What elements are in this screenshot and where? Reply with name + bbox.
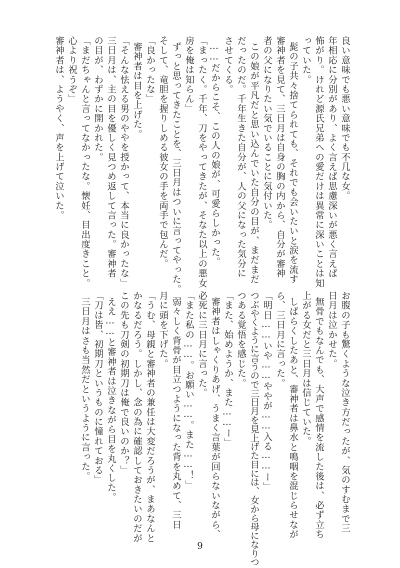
text-column: 無骨でもなんでも、大声で感情を流した後は、必ず立ち [313,297,323,540]
text-column: つある覚悟を感じた。 [235,291,245,388]
text-column: 「また、始めようか、また……ー」 [222,291,232,448]
text-column: この娘が平凡だと思い込んでいた自分の目が、まだまだ [248,42,258,285]
text-column: 上がる女だと三日月は信じていた。 [300,291,310,447]
text-column: 審神者はしゃくりあげ、うまく言葉が回らないながら、 [209,297,219,540]
text-column: 審神者を見て、三日月は自身の胸の内から、自分が審神 [274,36,284,279]
text-column: つぶやくように言うので三日月を見上げた目には、女から母になりつ [248,291,258,567]
text-column: させてくる。 [222,36,232,95]
text-column: この先も刀剣の初期刀は俺で良いのか？」 [118,291,128,476]
text-column: っていた。 [300,36,310,85]
text-column: だったのだ。千年生きた自分が、人の父になった気分に [235,36,245,279]
text-column: ら、三日月に言った。 [274,291,284,388]
text-column: の目が、わずかに開かれた。 [92,36,102,162]
text-column: お腹の子も驚くような泣き方だったが、気のすむまで三 [339,291,349,534]
text-column: 三日月はさも当然だというように言った。 [79,297,89,482]
text-column: 「うむ、母親と審神者の兼任は大変だろうが、まあなんと [144,291,154,543]
text-column: 必死に三日月に言った。 [196,291,206,398]
text-column: 「良かったな」 [144,36,154,104]
text-column: そして、竜胆を握りしめる彼女の手を両手で包んだ。 [157,36,167,269]
text-column: 「まだちゃんと言ってなかったな。懐妊、目出度きこと。 [79,36,89,288]
text-column: ……だからこそ、この人の娘が、可愛らしかった。 [209,42,219,267]
text-column: 三日月は、主の目を優しく見つめ返して言った。審神者 [105,36,115,279]
text-column: 髭の子共々捨てられても、それでも会いたいと涙を流す [287,42,297,285]
text-column: ええ……と審神者は泣きながら目を丸くした。 [105,297,115,503]
text-column: 房を俺は知らん」 [183,36,193,114]
text-column: 「まったく。千年、刀をやってきたが、そなた以上の悪女 [196,36,206,288]
page-number: 9 [197,542,203,552]
text-column: 心より祝うぞ」 [66,36,76,104]
text-column: 者の父になりたい気でいることに気付いた。 [261,36,271,230]
text-column: 「また私の……。お願い……。また……！」 [183,291,193,490]
text-column: 「そんな怯える男のややを授かって、本当に良かったな」 [118,36,128,288]
text-column: 審神者は、ようやく、声を上げて泣いた。 [53,36,63,221]
text-column: 良い意味でも悪い意味でも不几な女。 [339,36,349,201]
text-column: 年相応に分別があり、よく言えば思慮深いが悪く言えば [326,36,336,279]
text-column: 弱々しく背骨が目立つようになった背を丸めて、三日 [170,297,180,530]
text-column: 「刀は皆、初期刀というものに憧れておる」 [92,291,102,485]
text-column: ずっと思ってきたことを、三日月はついに言ってやった。 [170,42,180,294]
text-column: 「明日……いや……ややが……入る……ー」 [261,291,271,492]
text-column: 月に頭を下げた。 [157,291,167,369]
text-column: 怖がり。けれど源氏兄弟への愛だけは異常に深いことは知 [313,36,323,288]
text-column: 審神者は目を上げた。 [131,42,141,139]
text-column: 日月は泣かせた。 [326,291,336,369]
text-column: しばらくしたあと、審神者は鼻水と鳴咽を混じらせなが [287,297,297,540]
text-column: かなるだろう。しかし、念の為に確認しておきたいのだが [131,291,141,543]
